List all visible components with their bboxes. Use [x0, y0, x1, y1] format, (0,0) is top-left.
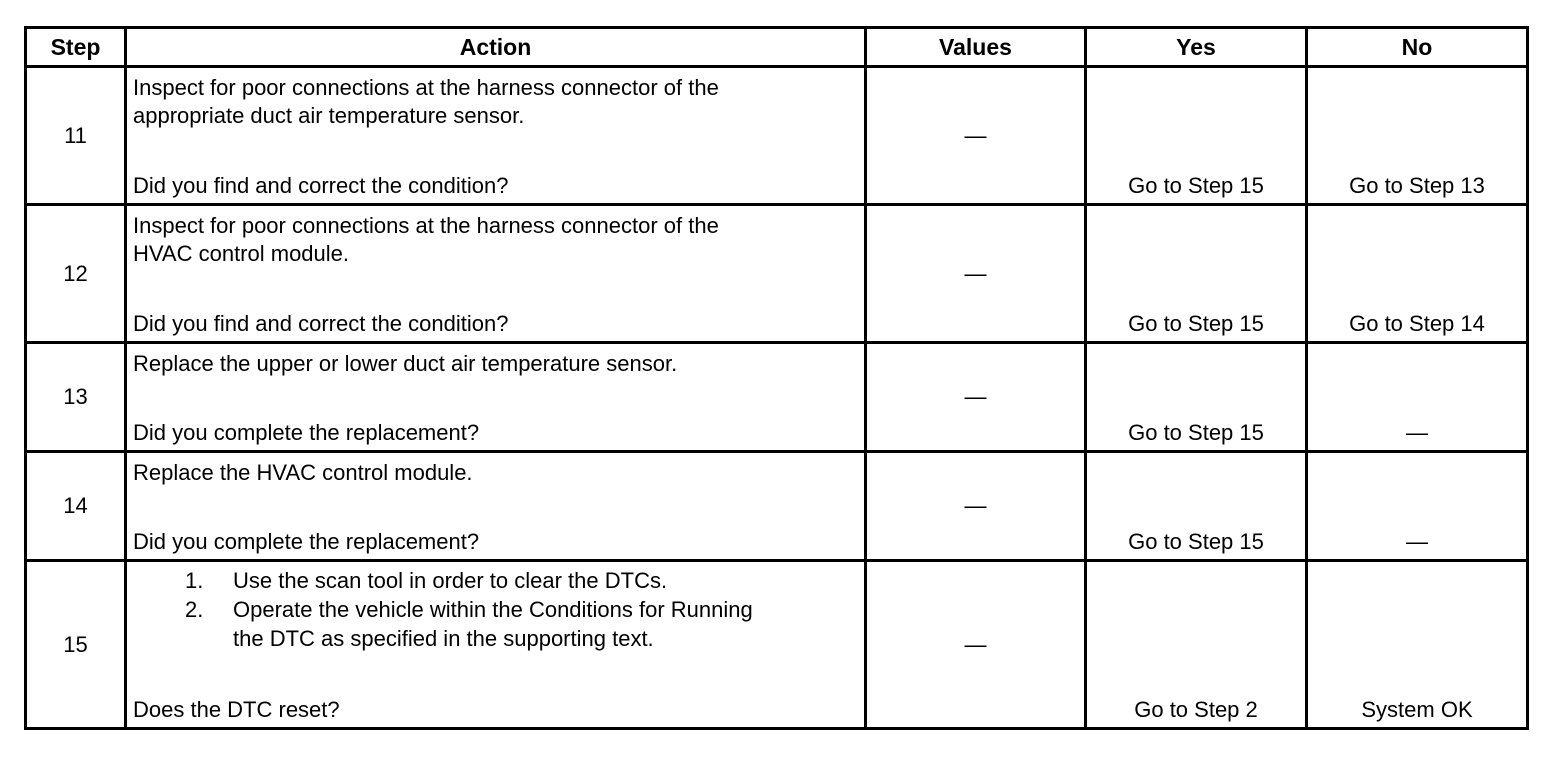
yes-cell [1086, 343, 1307, 452]
action-question: Does the DTC reset? [133, 697, 340, 722]
no-result: Go to Step 14 [1349, 311, 1485, 336]
action-cell [126, 343, 866, 452]
table-row [26, 452, 1528, 561]
action-text: Replace the upper or lower duct air temperature sensor. [133, 351, 678, 376]
action-question: Did you complete the replacement? [133, 529, 480, 554]
header-action: Action [126, 28, 866, 67]
table-row [26, 561, 1528, 729]
action-question: Did you complete the replacement? [133, 420, 480, 445]
action-text: Replace the HVAC control module. [133, 460, 473, 485]
yes-result: Go to Step 2 [1134, 697, 1258, 722]
yes-result: Go to Step 15 [1128, 311, 1264, 336]
header-no: No [1307, 28, 1528, 67]
action-text: Inspect for poor connections at the harness connector of the HVAC control module. [133, 213, 719, 266]
header-yes: Yes [1086, 28, 1307, 67]
yes-result: Go to Step 15 [1128, 529, 1264, 554]
no-cell [1307, 67, 1528, 205]
step-number: 14 [26, 452, 126, 561]
action-question: Did you find and correct the condition? [133, 173, 509, 198]
header-row [26, 28, 1528, 67]
no-result: — [1406, 529, 1428, 554]
action-cell [126, 67, 866, 205]
action-question: Did you find and correct the condition? [133, 311, 509, 336]
action-cell [126, 205, 866, 343]
action-cell [126, 561, 866, 729]
no-cell [1307, 452, 1528, 561]
header-values: Values [866, 28, 1086, 67]
table-row [26, 205, 1528, 343]
numbered-list [133, 566, 856, 653]
header-step: Step [26, 28, 126, 67]
step-number: 12 [26, 205, 126, 343]
yes-result: Go to Step 15 [1128, 173, 1264, 198]
step-number: 13 [26, 343, 126, 452]
no-cell [1307, 205, 1528, 343]
table-row [26, 343, 1528, 452]
yes-cell [1086, 561, 1307, 729]
action-text: Inspect for poor connections at the harness connector of the appropriate duct air temperature sensor. [133, 75, 719, 128]
values-cell: — [866, 205, 1086, 343]
list-item: 1. Use the scan tool in order to clear the DTCs. [185, 568, 668, 593]
values-cell: — [866, 561, 1086, 729]
action-cell [126, 452, 866, 561]
values-cell: — [866, 343, 1086, 452]
step-number: 11 [26, 67, 126, 205]
step-number: 15 [26, 561, 126, 729]
no-cell [1307, 561, 1528, 729]
yes-result: Go to Step 15 [1128, 420, 1264, 445]
values-cell: — [866, 67, 1086, 205]
yes-cell [1086, 67, 1307, 205]
diagnostic-table [24, 26, 1529, 730]
no-result: — [1406, 420, 1428, 445]
action-text [133, 566, 856, 653]
list-item: 2. Operate the vehicle within the Conditions for Running the DTC as specified in the supporting text. [185, 597, 753, 651]
yes-cell [1086, 205, 1307, 343]
no-cell [1307, 343, 1528, 452]
no-result: System OK [1361, 697, 1473, 722]
table-row [26, 67, 1528, 205]
values-cell: — [866, 452, 1086, 561]
no-result: Go to Step 13 [1349, 173, 1485, 198]
yes-cell [1086, 452, 1307, 561]
